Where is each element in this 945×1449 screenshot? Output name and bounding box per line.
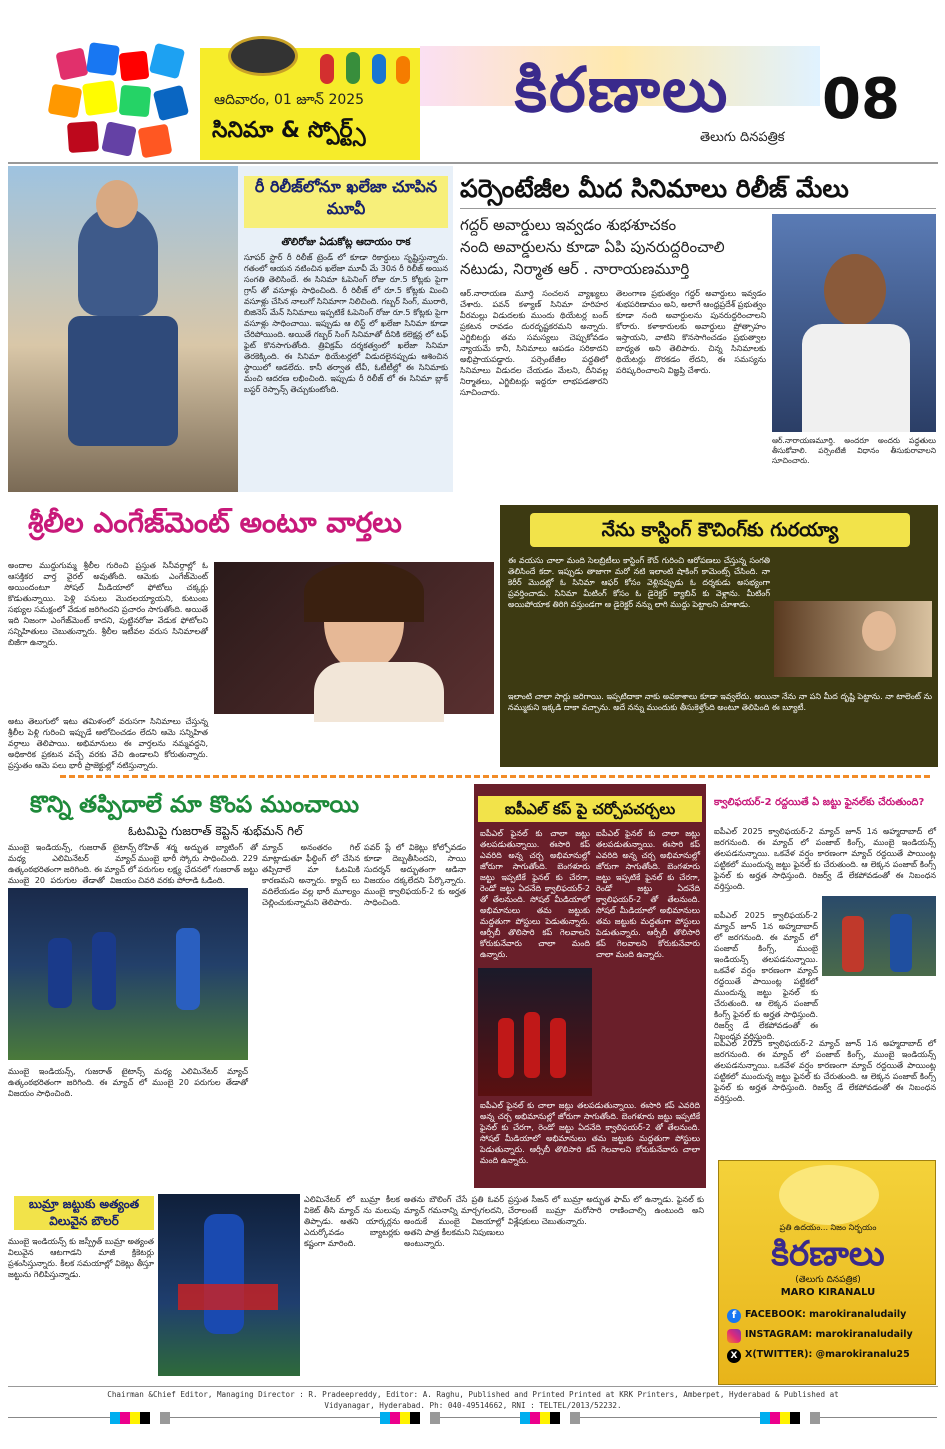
story-body-col4: పవర్ ప్లే లో వికెట్లు కోల్పోవడం కూడా దెబ్బతీసిందని, సాయి సుదర్శన్ అద్భుతంగా ఆడినా విజయం దక్కలేదని పేర్కొన్నారు. ముంబై క్వాలిఫయర్-2 కు అర్హత సాధించింది. [364,843,469,907]
story-body-col2: రోహిత్ శర్మ అద్భుత బ్యాటింగ్ తో ముంబై భారీ స్కోరు సాధించింది. 229 పరుగుల లక్ష్య ఛేదనలో గుజరాత్ జట్టు చివరి వరకు పోరాడి ఓడింది. [138,843,261,885]
photo-caption: ఆర్.నారాయణమూర్తి. అందరూ అందరు పద్ధతులు తీసుకోవాలి. పర్సెంటేజీ విధానం తీసుకురావాలని సూచించారు. [772,436,939,465]
facebook-row[interactable] [727,1307,931,1327]
story-heading: ఐపీఎల్ కప్ పై చర్చోపచర్చలు [478,796,702,822]
imprint-line-2: Vidyanagar, Hyderabad. Ph: 040-49514662, RNI : TELTEL/2013/52232. [324,1401,622,1410]
story-body-bottom: అటు తెలుగులో ఇటు తమిళంలో వరుసగా సినిమాలు చేస్తున్న శ్రీలీల పెళ్లి గురించి ఇప్పుడే ఆలోచించడం లేదని ఆమె సన్నిహిత వర్గాలు తెలిపాయి. అభిమానులు ఈ వార్తలను నమ్మవద్దని, అధికారిక ప్రకటన వచ్చే వరకు వేచి ఉండాలని కోరుతున్నారు. ప్రస్తుతం ఆమె పలు భారీ ప్రాజెక్టుల్లో నటిస్తున్నారు. [8,717,211,770]
sreeleela-photo [214,562,494,714]
subhead-2: నంది అవార్డులను కూడా ఏపి పునరుద్దరించాలి [460,238,725,256]
story-body-col4: ప్రస్తుత సీజన్ లో బుమ్రా అద్భుత ఫామ్ లో ఉన్నాడు. ఫైనల్ కు చేరాలంటే బుమ్రా మరోసారి రాణించాల్సి ఉంటుంది అని విశ్లేషకులు చెబుతున్నారు. [508,1195,707,1226]
story-heading: నేను కాస్టింగ్ కౌచింగ్‌కు గురయ్యా [530,513,910,547]
story-heading: రీ రిలీజ్‌లోనూ ఖలేజా చూపిన మూవీ [244,176,448,228]
story-body-col3: మ్యాచ్ అనంతరం గిల్ మాట్లాడుతూ ఫీల్డింగ్ లో చేసిన తప్పిదాలే మా ఓటమికి కారణమని అన్నారు. క్యాచ్ లు వదిలేయడం వల్ల భారీ మూల్యం చెల్లించుకున్నామని తెలిపారు. [262,843,363,907]
instagram-icon [727,1329,741,1343]
instagram-handle: INSTAGRAM: marokiranaludaily [745,1329,913,1340]
story-heading: బుమ్రా జట్టుకు అత్యంత విలువైన బౌలర్ [14,1196,154,1230]
film-reel-logo [228,36,298,76]
story-byline: ఓటమిపై గుజరాత్ కెప్టెన్ శుభ్‌మన్ గిల్ [128,824,303,838]
story-body: ఐపీఎల్ ఫైనల్ కు చాలా జట్లు తలపడుతున్నాయి. ఈసారి కప్ ఎవరిది అన్న చర్చ అభిమానుల్లో జోరుగా సాగుతోంది. బెంగళూరు జట్టు ఇప్పటికే ఫైనల్ కు చేరగా, రెండో జట్టు ఏదనేది క్వాలిఫయర్-2 తో తేలనుంది. సోషల్ మీడియాలో అభిమానులు తమ జట్టుకు మద్దతుగా పోస్టులు పెడుతున్నారు. ఆర్సీబీ తొలిసారి కప్ గెలవాలని కోరుకునేవారు చాలా మంది ఉన్నారు. [480,829,593,959]
section-dashed-separator [60,775,930,778]
story-body-bottom: ఇలాంటి చాలా సార్లు జరిగాయి. ఇప్పటిదాకా నాకు అవకాశాలు కూడా ఇవ్వలేదు. అయినా నేను నా పని మీద దృష్టి పెట్టాను. నా టాలెంట్ ను నమ్ముకుని ఇక్కడి దాకా వచ్చాను. అదే నన్ను ముందుకు తీసుకెళ్తోంది అంటూ తెలిపింది ఈ బ్యూటీ. [508,692,935,712]
story-body-top: ఈ వయసు చాలా మంది సెలబ్రిటీలు కాస్టింగ్ కౌచ్ గురించి ఆరోపణలు చేస్తున్న సంగతి తెలిసిందే కదా. ఇప్పుడు తాజాగా మరో నటి ఇలాంటి షాకింగ్ కామెంట్స్ చేసింది. నా కెరీర్ మొదట్లో ఓ సినిమా ఆఫర్ కోసం వెళ్లినప్పుడు ఓ దర్శకుడు అసభ్యంగా ప్రవర్తించాడు. సినిమా మీటింగ్ కోసం ఓ డైరెక్టర్ క్యాబిన్ కు వెళ్లాను. మీటింగ్ అయిపోయాక తిరిగి వస్తుండగా ఆ డైరెక్టర్ నన్ను లాగి ముద్దు పెట్టాలని చూశాడు. [508,556,773,609]
facebook-icon: f [727,1309,741,1323]
story-lead: తొలిరోజు ఏడుకోట్ల ఆదాయం రాక [281,237,411,248]
bumrah-photo [158,1194,300,1376]
story-body-continued: ముంబై ఇండియన్స్, గుజరాత్ టైటాన్స్ మధ్య ఎలిమినేటర్ మ్యాచ్ ఉత్కంఠభరితంగా జరిగింది. ఈ మ్యాచ్ లో ముంబై 20 పరుగుల తేడాతో విజయం సాధించింది. [8,1067,251,1098]
story-body-col3: అతను బౌలింగ్ చేసే ప్రతి ఓవర్ మ్యాచ్ గమనాన్ని మార్చగలదని, అందుకే ముంబై విజయాల్లో అతని పాత్ర కీలకమని నిపుణులు అంటున్నారు. [404,1195,507,1248]
narayanamurthy-photo [772,214,936,432]
print-registration-bar [0,1412,945,1424]
story-heading: పర్సెంటేజీల మీద సినిమాలు రిలీజ్ మేలు [460,174,849,203]
social-icons-cube-graphic [48,42,198,160]
story-khaleja-rerelease [8,166,453,492]
subhead-1: గద్దర్ అవార్డులు ఇవ్వడం శుభశూచకం [460,216,677,234]
actor-photo [8,166,238,492]
story-percentage-release [458,166,938,492]
story-body-col2: ఎలిమినేటర్ లో బుమ్రా కీలక వికెట్ తీసి మ్యాచ్ ను మలుపు తిప్పాడు. అతని యార్కర్లను ఎదుర్కోవడం బ్యాటర్లకు కష్టంగా మారింది. [304,1195,403,1248]
masthead-divider [8,162,938,164]
cricket-match-photo [8,888,248,1060]
imprint-line-1: Chairman &Chief Editor, Managing Director : R. Pradeepreddy, Editor: A. Raghu, Published and Printed Printed at KRK Printers, Amberpet, Hyderabad & Published at [107,1390,839,1399]
sports-figures-graphic [312,48,417,88]
subhead-3: నటుడు, నిర్మాత ఆర్ . నారాయణమూర్తి [460,260,690,278]
story-heading: శ్రీలీల ఎంగేజ్‌మెంట్ అంటూ వార్తలు [28,506,402,539]
story-body-col2: తెలంగాణ ప్రభుత్వం గద్దర్ అవార్డులు ఇవ్వడం శుభపరిణామం అని, అలాగే ఆంధ్రప్రదేశ్ ప్రభుత్వం కూడా నంది అవార్డులను పునరుద్దరించాలని కోరారు. కళాకారులకు అవార్డులు ప్రోత్సాహం ఇస్తాయని, వాటిని కొనసాగించడం ప్రభుత్వాల బాధ్యత అని తెలిపారు. చిన్న సినిమాలకు థియేటర్లు దొరకడం లేదని, ఈ సమస్యను పరిష్కరించాలని విజ్ఞప్తి చేశారు. [616,289,769,375]
story-body: సూపర్ స్టార్ రీ రిలీజ్ ట్రెండ్ లో కూడా రికార్డులు సృష్టిస్తున్నారు. గతంలో ఆయన నటించిన ఖలేజా మూవీ మే 30న రీ రిలీజ్ అయిన సంగతి తెలిసిందే. ఈ సినిమా ఓపెనింగ్ రోజు రూ.5 కోట్లకు పైగా గ్రాస్ తో వసూళ్లు సాధించింది. రీ రిలీజ్ లో రూ.5 కోట్లకు మించి వసూళ్లు చేసిన నాలుగో సినిమాగా నిలిచింది. గబ్బర్ సింగ్, మురారి, బిజినెస్ మేన్ సినిమాలు ఇప్పటికే ఓపెనింగ్ రోజు రూ.5 కోట్లకు పైగా వసూళ్లు సాధించాయి. ఇప్పుడు ఆ లిస్ట్ లో ఖలేజా సినిమా కూడా చేరిపోయింది. అయితే గబ్బర్ సింగ్ సినిమాతో దీనికి కలెక్షన్ల లో టఫ్ ఫైట్ కొనసాగుతోంది. త్రివిక్రమ్ దర్శకత్వంలో ఖలేజా సినిమా తెరకెక్కింది. ఈ సినిమా థియేటర్లలో విడుదలైనప్పుడు ఆశించిన స్థాయిలో ఆడలేదు. కానీ తర్వాత టీవీ, ఓటీటీల్లో ఈ సినిమాకు మంచి ఆదరణ లభించింది. ఇప్పుడు రీ రిలీజ్ లో ఈ సినిమా బ్లాక్ బస్టర్ రెస్పాన్స్ తెచ్చుకుంటోంది. [244,253,451,394]
twitter-row[interactable] [727,1347,931,1367]
story-gill-mistakes [8,784,468,1189]
promo-box [718,1160,936,1385]
story-body-continued: ఐపీఎల్ 2025 క్వాలిఫయర్-2 మ్యాచ్ జూన్ 1న అహ్మదాబాద్ లో జరగనుంది. ఈ మ్యాచ్ లో పంజాబ్ కింగ్స్, ముంబై ఇండియన్స్ తలపడనున్నాయి. ఒకవేళ వర్షం కారణంగా మ్యాచ్ రద్దయితే పాయింట్ల పట్టికలో ముందున్న జట్టు ఫైనల్ కు చేరుతుంది. ఆ లెక్కన పంజాబ్ కింగ్స్ ఫైనల్ కు అర్హత సాధిస్తుంది. రిజర్వ్ డే లేకపోవడంతో ఈ నిబంధన వర్తిస్తుంది. [714,1039,939,1103]
x-twitter-icon: X [727,1349,741,1363]
story-body-col1: ముంబై ఇండియన్స్, గుజరాత్ టైటాన్స్ మధ్య ఎలిమినేటర్ మ్యాచ్ ఉత్కంఠభరితంగా జరిగింది. ఈ మ్యాచ్ లో ముంబై 20 పరుగుల తేడాతో విజయం [8,843,136,885]
twitter-handle: X(TWITTER): @marokiranalu25 [745,1349,910,1360]
story-qualifier2-washout [712,784,938,1156]
story-body-right: ఐపీఎల్ ఫైనల్ కు చాలా జట్లు తలపడుతున్నాయి. ఈసారి కప్ ఎవరిది అన్న చర్చ అభిమానుల్లో జోరుగా సాగుతోంది. బెంగళూరు జట్టు ఇప్పటికే ఫైనల్ కు చేరగా, రెండో జట్టు ఏదనేది క్వాలిఫయర్-2 తో తేలనుంది. సోషల్ మీడియాలో అభిమానులు తమ జట్టుకు మద్దతుగా పోస్టులు పెడుతున్నారు. ఆర్సీబీ తొలిసారి కప్ గెలవాలని కోరుకునేవారు చాలా మంది ఉన్నారు. [596,829,703,959]
masthead [0,0,945,162]
section-title: సినిమా & స్పోర్ట్స్ [212,118,366,143]
page-number: 08 [822,67,900,132]
brand-tagline: తెలుగు దినపత్రిక [700,130,785,145]
heading-rule [460,208,936,209]
story-body: ముంబై ఇండియన్స్ కు జస్ప్రీత్ బుమ్రా అత్యంత విలువైన ఆటగాడని మాజీ క్రికెటర్లు ప్రశంసిస్తున్నారు. కీలక సమయాల్లో వికెట్లు తీస్తూ జట్టును గెలిపిస్తున్నాడు. [8,1237,157,1279]
story-heading: కొన్ని తప్పిదాలే మా కొంప ముంచాయి [30,792,360,818]
story-body-col1: ఆర్.నారాయణ మూర్తి సంచలన వ్యాఖ్యలు చేశారు. పవన్ కళ్యాణ్ సినిమా హరిహర వీరమల్లు విడుదలకు ముందు థియేటర్ల బంద్ ప్రకటన రావడం దురదృష్టకరమని అన్నారు. ఎగ్జిబిటర్లు తమ సమస్యలు చెప్పుకోవడం న్యాయమే కానీ, సినిమాలు ఆపడం సరికాదని అభిప్రాయపడ్డారు. పర్సెంటేజీల పద్దతిలో సినిమాలు విడుదల చేయడం మేలని, దీనివల్ల నిర్మాతలు, ఎగ్జిబిటర్లు ఇద్దరూ లాభపడతారని సూచించారు. [460,289,611,397]
story-casting-couch [500,505,938,767]
date-section-block [200,48,420,160]
story-body: ఐపీఎల్ 2025 క్వాలిఫయర్-2 మ్యాచ్ జూన్ 1న అహ్మదాబాద్ లో జరగనుంది. ఈ మ్యాచ్ లో పంజాబ్ కింగ్స్, ముంబై ఇండియన్స్ తలపడనున్నాయి. ఒకవేళ వర్షం కారణంగా మ్యాచ్ రద్దయితే పాయింట్ల పట్టికలో ముందున్న జట్టు ఫైనల్ కు చేరుతుంది. ఆ లెక్కన పంజాబ్ కింగ్స్ ఫైనల్ కు అర్హత సాధిస్తుంది. రిజర్వ్ డే లేకపోవడంతో ఈ నిబంధన వర్తిస్తుంది. [714,827,939,891]
promo-brand: కిరణాలు [771,1234,885,1274]
actress-photo [774,601,932,677]
ipl-team-photo [478,968,592,1096]
facebook-handle: FACEBOOK: marokiranaludaily [745,1309,907,1320]
promo-tag: ప్రతి ఉదయం... నిజం నిర్భయం [779,1223,877,1232]
story-body-left: అందాల ముద్దుగుమ్మ శ్రీలీల గురించి ప్రస్తుత సినీవర్గాల్లో ఓ ఆసక్తికర వార్త వైరల్ అవుతోంది. ఆమెకు ఎంగేజ్‌మెంట్ అయిందంటూ సోషల్ మీడియాలో ఫోటోలు చక్కర్లు కొడుతున్నాయి. పెళ్లి పనులు మొదలయ్యాయని, కుటుంబ సభ్యుల సమక్షంలో వేడుక జరిగిందని ప్రచారం సాగుతోంది. అయితే ఇది నిజంగా ఎంగేజ్‌మెంట్ కాదని, పుట్టినరోజు వేడుక ఫోటోలని సన్నిహితులు చెబుతున్నారు. శ్రీలీల ఇటీవల వరుస సినిమాలతో బిజీగా ఉన్నారు. [8,561,211,647]
instagram-row[interactable] [727,1327,931,1347]
promo-subtitle: (తెలుగు దినపత్రిక) [795,1275,861,1285]
story-ipl-cup-debate [474,784,706,1188]
story-sreeleela-engagement [8,498,494,773]
issue-date: ఆదివారం, 01 జూన్ 2025 [214,92,365,108]
footer-divider [8,1386,938,1387]
promo-english: MARO KIRANALU [780,1287,876,1298]
story-body-bottom: ఐపీఎల్ ఫైనల్ కు చాలా జట్లు తలపడుతున్నాయి. ఈసారి కప్ ఎవరిది అన్న చర్చ అభిమానుల్లో జోరుగా సాగుతోంది. బెంగళూరు జట్టు ఇప్పటికే ఫైనల్ కు చేరగా, రెండో జట్టు ఏదనేది క్వాలిఫయర్-2 తో తేలనుంది. సోషల్ మీడియాలో అభిమానులు తమ జట్టుకు మద్దతుగా పోస్టులు పెడుతున్నారు. ఆర్సీబీ తొలిసారి కప్ గెలవాలని కోరుకునేవారు చాలా మంది ఉన్నారు. [480,1101,703,1165]
brand-logo: కిరణాలు [514,53,730,126]
captains-photo [822,896,936,976]
story-heading: క్వాలిఫయర్-2 రద్దయితే ఏ జట్టు ఫైనల్‌కు చేరుతుంది? [714,797,925,808]
story-body-left: ఐపీఎల్ 2025 క్వాలిఫయర్-2 మ్యాచ్ జూన్ 1న అహ్మదాబాద్ లో జరగనుంది. ఈ మ్యాచ్ లో పంజాబ్ కింగ్స్, ముంబై ఇండియన్స్ తలపడనున్నాయి. ఒకవేళ వర్షం కారణంగా మ్యాచ్ రద్దయితే పాయింట్ల పట్టికలో ముందున్న జట్టు ఫైనల్ కు చేరుతుంది. ఆ లెక్కన పంజాబ్ కింగ్స్ ఫైనల్ కు అర్హత సాధిస్తుంది. రిజర్వ్ డే లేకపోవడంతో ఈ నిబంధన వర్తిస్తుంది. [714,911,821,1041]
sun-graphic [779,1165,879,1225]
story-bumrah-valuable [8,1190,707,1382]
